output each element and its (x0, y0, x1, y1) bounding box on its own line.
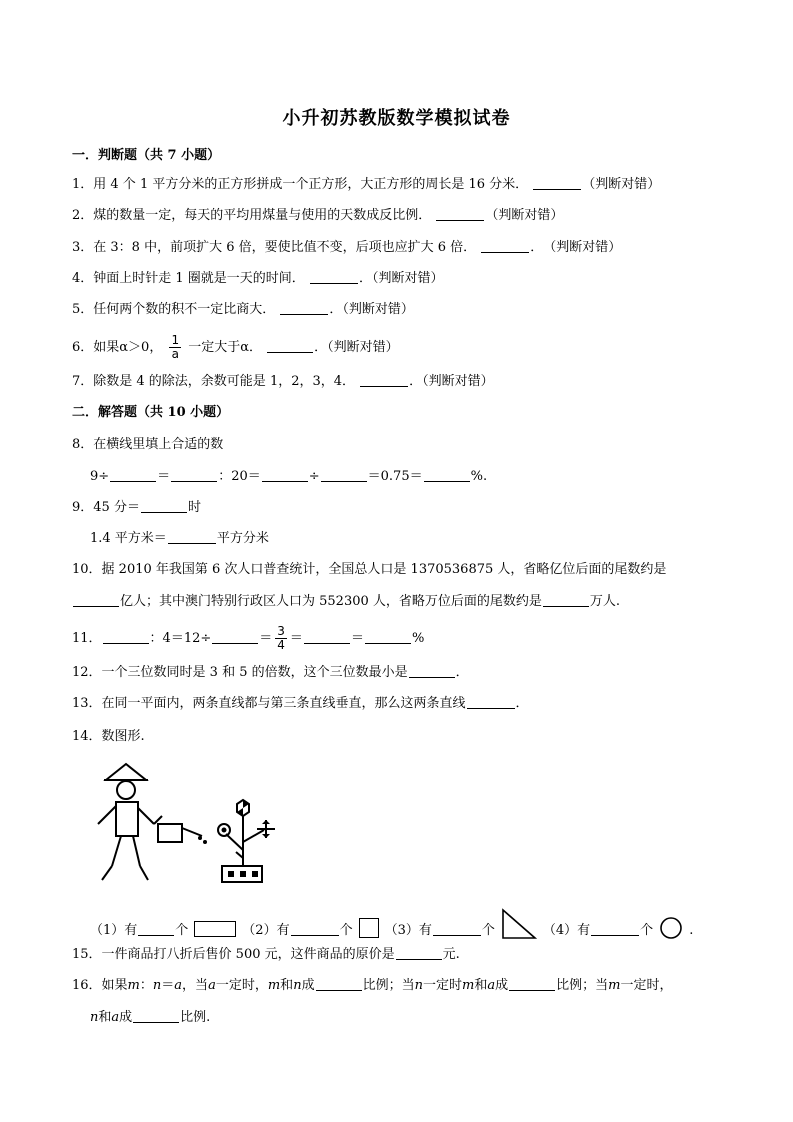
variable: n (90, 1010, 99, 1025)
answer-blank[interactable] (509, 976, 555, 991)
variable: n (293, 978, 302, 993)
variable: a (208, 978, 216, 993)
answer-label: 个 (339, 923, 353, 938)
question-text: 7．除数是 4 的除法，余数可能是 1，2，3，4． (72, 374, 356, 389)
question-6 (72, 334, 399, 361)
answer-blank[interactable] (467, 694, 515, 709)
question-3 (72, 238, 621, 258)
question-hint: （判断对错） (485, 208, 564, 223)
circle-icon (659, 916, 683, 940)
question-15 (72, 945, 460, 965)
fraction-numerator: 3 (277, 624, 285, 638)
question-text: 元. (442, 947, 460, 962)
variable: n (414, 978, 423, 993)
page-title: 小升初苏教版数学模拟试卷 (282, 108, 511, 129)
question-text: 亿人；其中澳门特别行政区人口为 552300 人，省略万位后面的尾数约是 (120, 594, 542, 609)
question-text: 13．在同一平面内，两条直线都与第三条直线垂直，那么这两条直线 (72, 696, 466, 711)
answer-label: 个 (640, 923, 654, 938)
hat-triangle (106, 764, 146, 780)
math-text: ÷ (308, 469, 320, 484)
answer-blank[interactable] (360, 372, 408, 387)
question-text: 成 (301, 978, 315, 993)
answer-blank[interactable] (481, 238, 529, 253)
question-text: 一定时， (215, 978, 268, 993)
math-text: ＝0.75＝ (367, 469, 423, 484)
fraction-denominator: a (169, 347, 181, 361)
question-9 (72, 498, 201, 518)
math-text: ＝ (289, 631, 303, 646)
shapes-figure (88, 758, 284, 890)
question-8: 8．在横线里填上合适的数 (72, 437, 224, 452)
question-hint: （判断对错） (582, 177, 661, 192)
answer-blank[interactable] (291, 921, 339, 936)
question-text: 6．如果α＞0， (72, 340, 163, 355)
math-text: ＝ (259, 631, 273, 646)
question-text: 比例；当 (362, 978, 415, 993)
question-hint: ．（判断对错） (314, 340, 399, 355)
answer-blank[interactable] (533, 175, 581, 190)
section-heading-solutions: 二．解答题（共 10 小题） (72, 405, 230, 420)
question-16 (72, 976, 672, 996)
variable: m (127, 978, 140, 993)
question-13 (72, 694, 529, 714)
rectangle-icon (194, 921, 236, 937)
answer-label: （3）有 (384, 923, 432, 938)
answer-blank[interactable] (110, 467, 156, 482)
question-7 (72, 372, 494, 392)
answer-blank[interactable] (141, 498, 187, 513)
answer-blank[interactable] (591, 921, 639, 936)
question-10-line-2 (72, 592, 620, 612)
variable: m (461, 978, 475, 993)
question-5 (72, 300, 414, 320)
math-text: ＝ (161, 978, 175, 993)
answer-blank[interactable] (316, 976, 362, 991)
answer-blank[interactable] (310, 269, 358, 284)
answer-blank[interactable] (436, 206, 484, 221)
answer-blank[interactable] (262, 467, 308, 482)
fraction-numerator: 1 (171, 333, 180, 347)
question-text: 16．如果 (72, 978, 128, 993)
fraction (169, 334, 181, 361)
question-text: 11． (72, 631, 102, 646)
math-text: 9÷ (90, 469, 110, 484)
answer-blank[interactable] (103, 629, 149, 644)
answer-blank[interactable] (409, 663, 455, 678)
question-12 (72, 663, 469, 683)
question-hint: ．（判断对错） (409, 374, 494, 389)
question-text: 3．在 3：8 中，前项扩大 6 倍，要使比值不变，后项也应扩大 6 倍． (72, 240, 477, 255)
question-14: 14．数图形. (72, 729, 145, 744)
triangle-icon (501, 908, 537, 940)
answer-blank[interactable] (138, 921, 174, 936)
head-circle (117, 781, 135, 799)
question-text: 成 (495, 978, 509, 993)
answer-blank[interactable] (543, 592, 589, 607)
answer-blank[interactable] (424, 467, 470, 482)
answer-blank[interactable] (280, 300, 328, 315)
answer-blank[interactable] (433, 921, 481, 936)
variable: n (152, 978, 162, 993)
math-text: ：20＝ (218, 469, 261, 484)
question-10: 10．据 2010 年我国第 6 次人口普查统计，全国总人口是 1370536875 人，省略亿位后面的尾数约是 (72, 562, 667, 577)
answer-blank[interactable] (168, 529, 216, 544)
question-text: 9．45 分＝ (72, 500, 140, 515)
question-text: 和 (98, 1010, 112, 1025)
math-text: ：4＝12÷ (149, 631, 212, 646)
question-1 (72, 175, 660, 195)
watering-can (158, 824, 182, 842)
variable: m (267, 978, 281, 993)
answer-blank[interactable] (304, 629, 350, 644)
answer-label: （2）有 (242, 923, 290, 938)
question-text: ，当 (182, 978, 209, 993)
question-text: ． (515, 696, 529, 711)
question-text: 1.4 平方米＝ (90, 531, 167, 546)
answer-blank[interactable] (212, 629, 258, 644)
question-hint: ． （判断对错） (530, 240, 622, 255)
question-text: 2．煤的数量一定，每天的平均用煤量与使用的天数成反比例． (72, 208, 432, 223)
answer-blank[interactable] (73, 592, 119, 607)
question-14-answers (90, 908, 693, 941)
question-hint: ．（判断对错） (358, 271, 444, 286)
variable: a (111, 1010, 120, 1025)
section-heading-judgement: 一．判断题（共 7 小题） (72, 148, 221, 163)
question-text: 成 (119, 1010, 133, 1025)
question-4 (72, 269, 443, 289)
math-text: ＝ (350, 631, 364, 646)
question-text: 万人. (589, 594, 621, 609)
question-text: 4．钟面上时针走 1 圈就是一天的时间． (72, 271, 305, 286)
fraction-denominator: 4 (277, 638, 285, 652)
body-rectangle (116, 802, 138, 836)
question-text: 平方分米 (216, 531, 269, 546)
question-hint: ．（判断对错） (329, 302, 414, 317)
question-text: ． (455, 665, 469, 680)
fraction (275, 625, 287, 652)
question-8-blanks (90, 467, 487, 487)
math-text: %. (470, 469, 488, 484)
answer-blank[interactable] (171, 467, 217, 482)
question-11 (72, 625, 424, 652)
question-text: 一定大于α． (188, 340, 263, 355)
question-2 (72, 206, 563, 226)
math-text: ＝ (157, 469, 171, 484)
answer-label: （4）有 (542, 923, 591, 938)
answer-label: 个 (481, 923, 495, 938)
answer-label: . (689, 923, 694, 938)
math-text: % (411, 631, 425, 646)
answer-blank[interactable] (267, 338, 313, 353)
question-text: 1．用 4 个 1 平方分米的正方形拼成一个正方形，大正方形的周长是 16 分米． (72, 177, 529, 192)
square-icon (359, 918, 379, 938)
question-text: 时 (187, 500, 201, 515)
question-text: 比例；当 (556, 978, 609, 993)
question-text: 一定时， (620, 978, 673, 993)
answer-label: 个 (175, 923, 189, 938)
answer-blank[interactable] (321, 467, 367, 482)
question-text: 12．一个三位数同时是 3 和 5 的倍数，这个三位数最小是 (72, 665, 408, 680)
question-text: 和 (474, 978, 488, 993)
question-text: 一定时 (422, 978, 462, 993)
variable: a (174, 978, 183, 993)
answer-blank[interactable] (133, 1008, 179, 1023)
question-text: 5．任何两个数的积不一定比商大． (72, 302, 276, 317)
question-text: 比例. (180, 1010, 211, 1025)
answer-blank[interactable] (396, 945, 442, 960)
question-text: 15．一件商品打八折后售价 500 元，这件商品的原价是 (72, 947, 395, 962)
question-9-part-2 (90, 529, 269, 549)
variable: m (608, 978, 621, 993)
question-text: 和 (280, 978, 294, 993)
math-text: ： (139, 978, 153, 993)
answer-label: （1）有 (90, 923, 138, 938)
variable: a (487, 978, 496, 993)
answer-blank[interactable] (365, 629, 411, 644)
question-16-line-2 (90, 1008, 210, 1028)
